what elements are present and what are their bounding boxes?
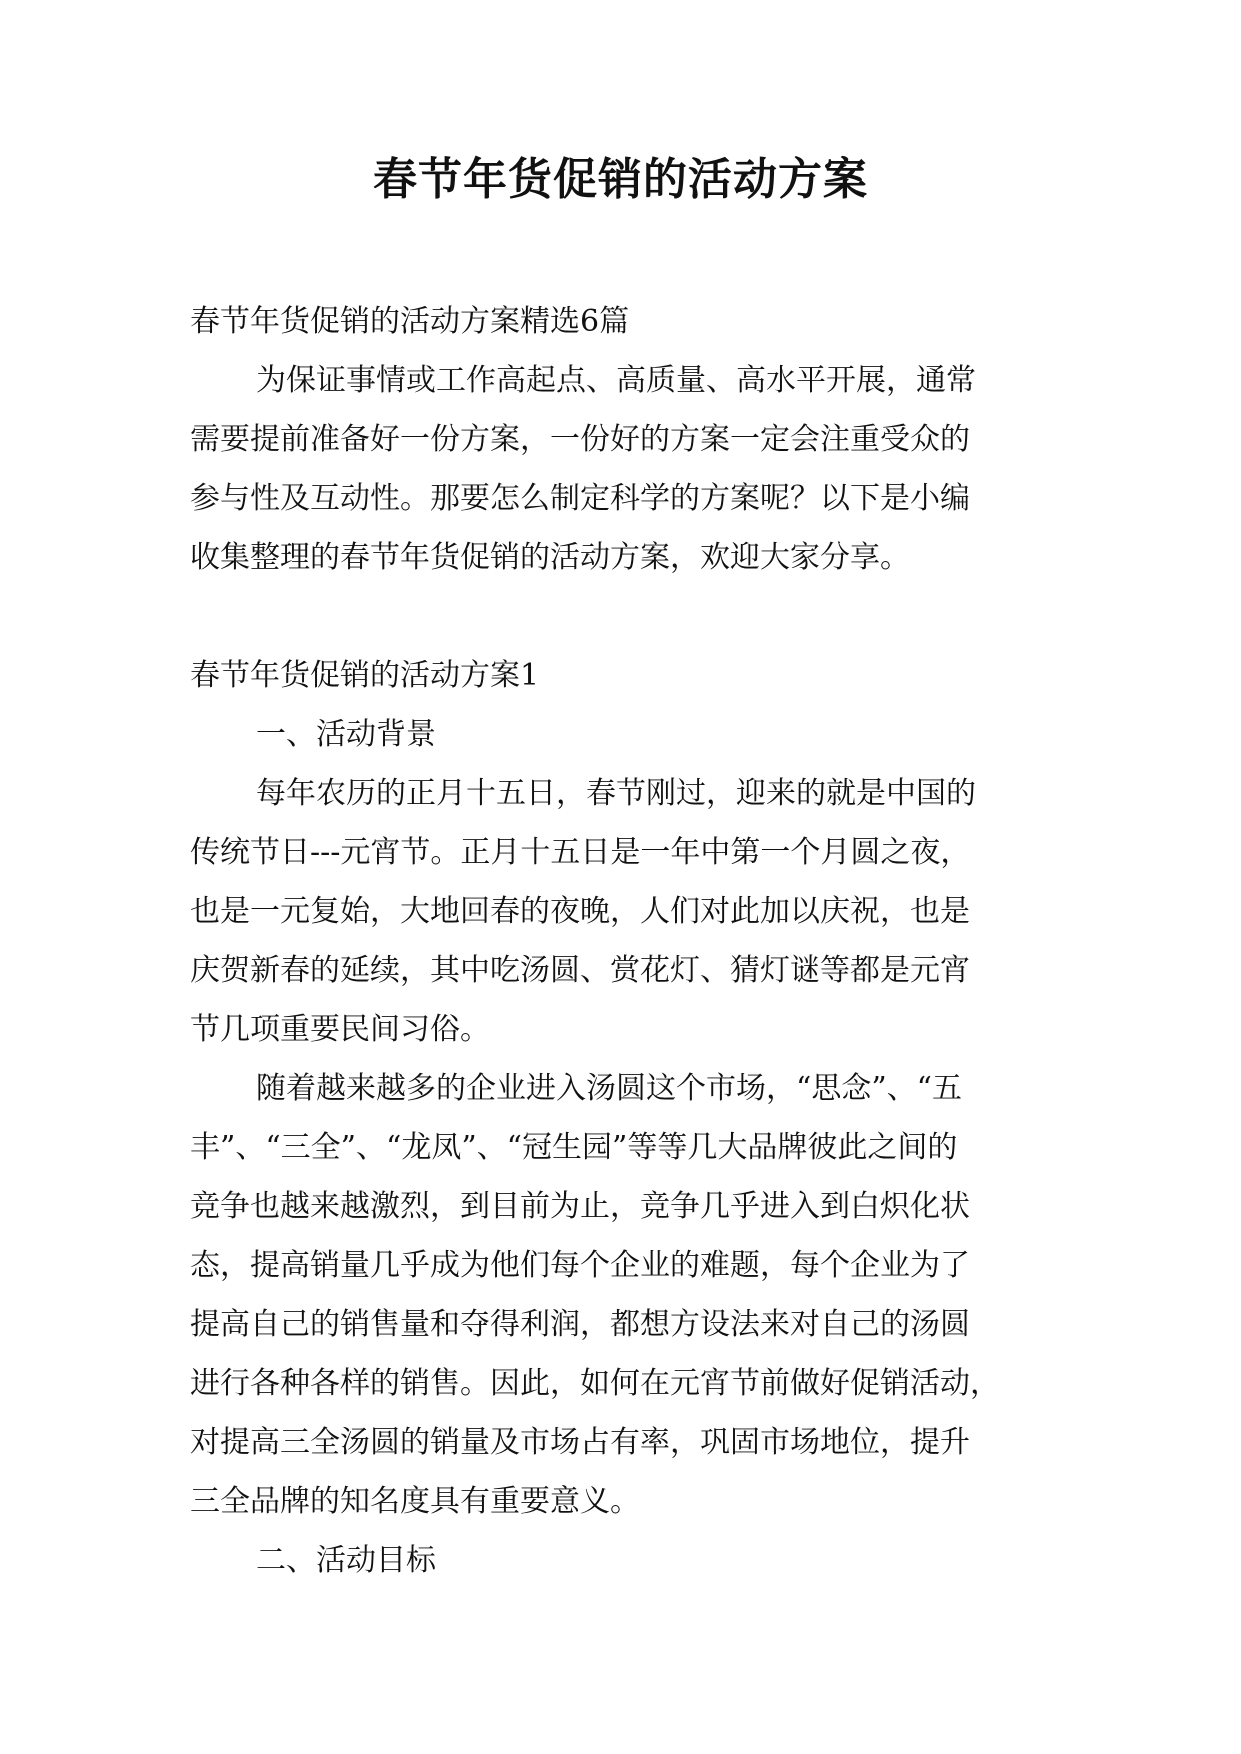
- goal-heading: 二、活动目标: [256, 1543, 436, 1578]
- intro-line: 需要提前准备好一份方案，一份好的方案一定会注重受众的: [190, 422, 970, 457]
- intro-line: 收集整理的春节年货促销的活动方案，欢迎大家分享。: [190, 540, 910, 575]
- paragraph-line: 态，提高销量几乎成为他们每个企业的难题，每个企业为了: [190, 1248, 970, 1283]
- paragraph-line: 随着越来越多的企业进入汤圆这个市场，“思念”、“五: [256, 1071, 963, 1106]
- paragraph-line: 每年农历的正月十五日，春节刚过，迎来的就是中国的: [256, 776, 976, 811]
- document-subtitle: 春节年货促销的活动方案精选6篇: [190, 304, 630, 339]
- document-title: 春节年货促销的活动方案: [373, 154, 868, 205]
- paragraph-line: 三全品牌的知名度具有重要意义。: [190, 1484, 640, 1519]
- document-body: [190, 292, 1070, 1590]
- paragraph-line: 传统节日---元宵节。正月十五日是一年中第一个月圆之夜，: [190, 835, 971, 870]
- paragraph-line: 节几项重要民间习俗。: [190, 1012, 490, 1047]
- paragraph-line: 丰”、“三全”、“龙凤”、“冠生园”等等几大品牌彼此之间的: [190, 1130, 958, 1165]
- intro-line: 为保证事情或工作高起点、高质量、高水平开展，通常: [256, 363, 976, 398]
- spacer: [190, 587, 1070, 646]
- section-heading: 春节年货促销的活动方案1: [190, 658, 540, 693]
- intro-line: 参与性及互动性。那要怎么制定科学的方案呢？以下是小编: [190, 481, 970, 516]
- paragraph-line: 进行各种各样的销售。因此，如何在元宵节前做好促销活动，: [190, 1366, 1000, 1401]
- paragraph-line: 竞争也越来越激烈，到目前为止，竞争几乎进入到白炽化状: [190, 1189, 970, 1224]
- background-heading: 一、活动背景: [256, 717, 436, 752]
- paragraph-line: 提高自己的销售量和夺得利润，都想方设法来对自己的汤圆: [190, 1307, 970, 1342]
- paragraph-line: 也是一元复始，大地回春的夜晚，人们对此加以庆祝，也是: [190, 894, 970, 929]
- paragraph-line: 对提高三全汤圆的销量及市场占有率，巩固市场地位，提升: [190, 1425, 970, 1460]
- paragraph-line: 庆贺新春的延续，其中吃汤圆、赏花灯、猜灯谜等都是元宵: [190, 953, 970, 988]
